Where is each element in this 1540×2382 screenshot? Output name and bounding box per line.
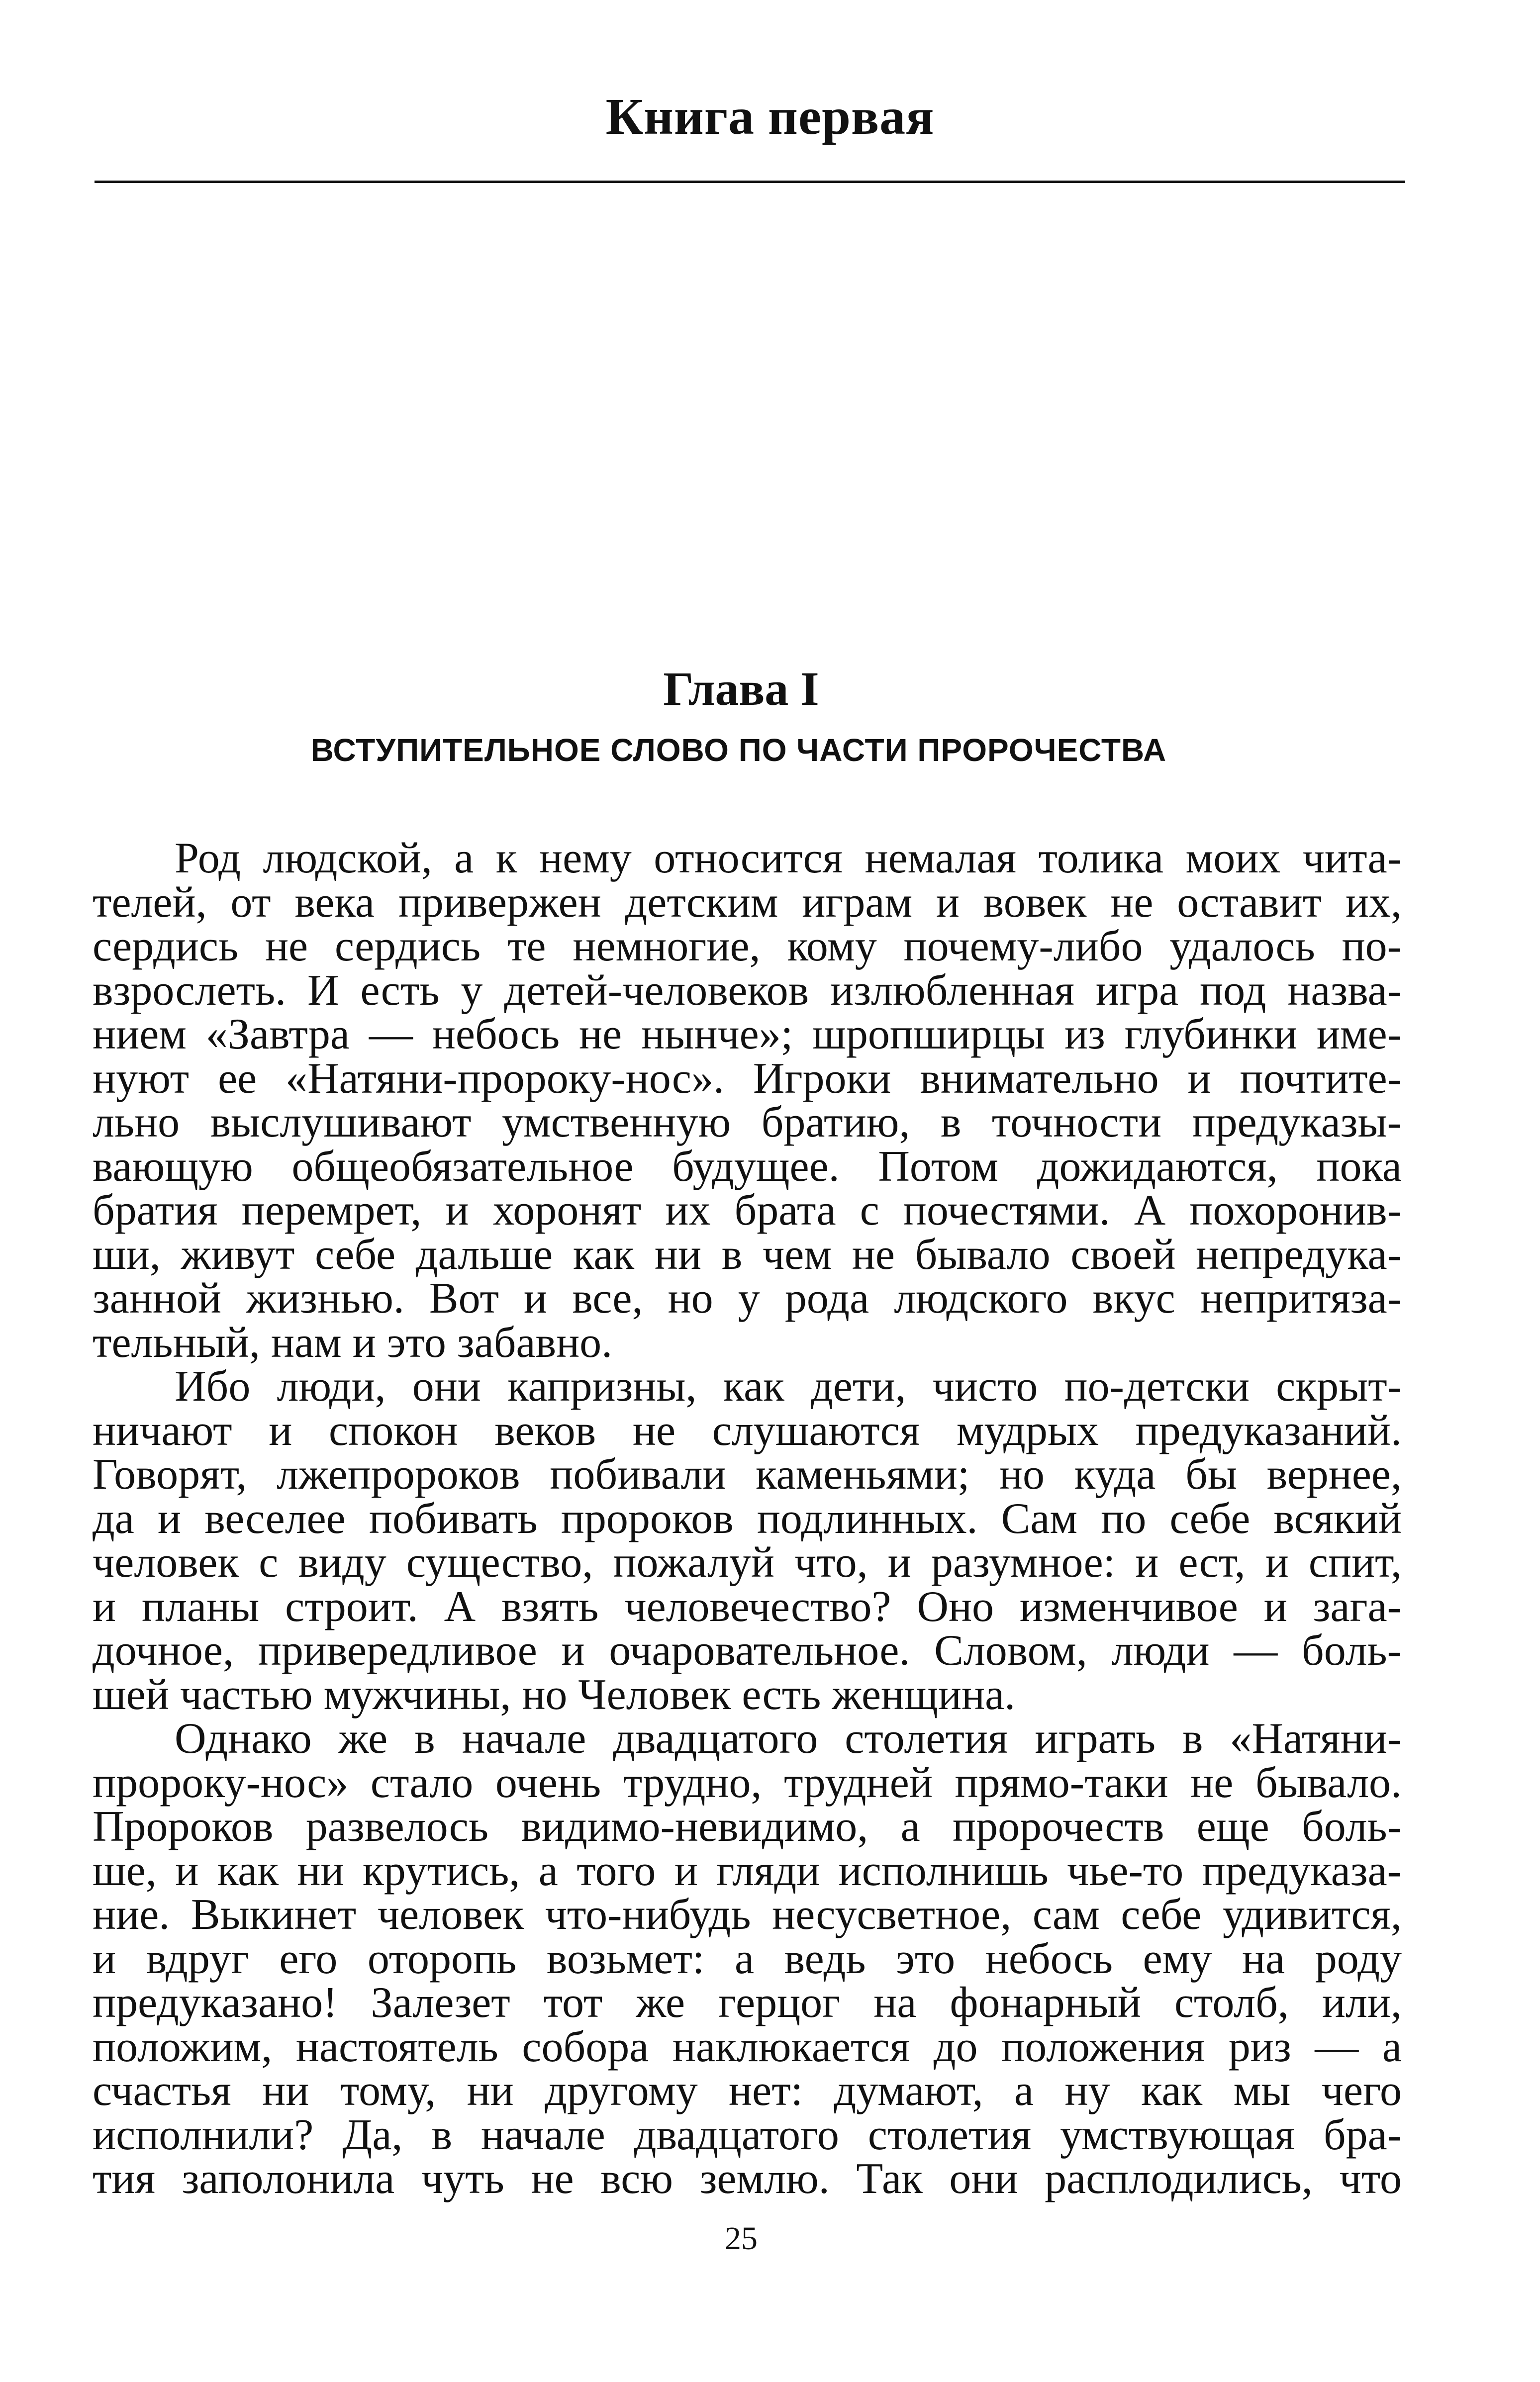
text-line: шей частью мужчины, но Человек есть женщина. (93, 1670, 1016, 1719)
text-line: пророку-нос» стало очень трудно, трудней прямо-таки не бывало. (93, 1758, 1402, 1807)
running-head: Книга первая (605, 88, 935, 145)
text-line: ши, живут себе дальше как ни в чем не бывало своей непредука- (93, 1230, 1402, 1279)
text-line: и вдруг его оторопь возьмет: а ведь это небось ему на роду (93, 1934, 1402, 1983)
text-line: занной жизнью. Вот и все, но у рода людского вкус непритяза- (93, 1274, 1402, 1323)
text-line: исполнили? Да, в начале двадцатого столетия умствующая бра- (93, 2110, 1402, 2159)
text-line: нуют ее «Натяни-пророку-нос». Игроки внимательно и почтите- (93, 1054, 1402, 1103)
text-line: льно выслушивают умственную братию, в точности предуказы- (93, 1098, 1402, 1146)
text-line: телей, от века привержен детским играм и вовек не оставит их, (93, 878, 1402, 927)
text-line: Пророков развелось видимо-невидимо, а пророчеств еще боль- (93, 1803, 1402, 1851)
text-line: да и веселее побивать пророков подлинных. Сам по себе всякий (93, 1494, 1402, 1543)
text-line: Однако же в начале двадцатого столетия играть в «Натяни- (175, 1715, 1402, 1763)
text-line: тельный, нам и это забавно. (93, 1318, 613, 1367)
text-line: счастья ни тому, ни другому нет: думают, а ну как мы чего (93, 2067, 1402, 2115)
text-line: взрослеть. И есть у детей-человеков излюбленная игра под назва- (93, 966, 1402, 1015)
body-text (93, 834, 1402, 2203)
text-line: Род людской, а к нему относится немалая толика моих чита- (175, 834, 1402, 882)
text-line: Говорят, лжепророков побивали каменьями; но куда бы вернее, (93, 1450, 1402, 1499)
chapter-subtitle: ВСТУПИТЕЛЬНОЕ СЛОВО ПО ЧАСТИ ПРОРОЧЕСТВА (310, 732, 1167, 768)
text-line: тия заполонила чуть не всю землю. Так они расплодились, что (93, 2155, 1402, 2203)
text-line: нием «Завтра — небось не нынче»; шропширцы из глубинки име- (93, 1010, 1402, 1058)
text-line: человек с виду существо, пожалуй что, и разумное: и ест, и спит, (93, 1538, 1402, 1587)
text-line: положим, настоятель собора наклюкается до положения риз — а (93, 2022, 1402, 2071)
page-number: 25 (725, 2220, 758, 2257)
text-line: братия перемрет, и хоронят их брата с почестями. А похоронив- (93, 1186, 1402, 1235)
chapter-title: Глава I (663, 662, 819, 715)
text-line: дочное, привередливое и очаровательное. Словом, люди — боль- (93, 1626, 1402, 1675)
text-line: предуказано! Залезет тот же герцог на фонарный столб, или, (93, 1979, 1402, 2027)
text-line: ние. Выкинет человек что-нибудь несусветное, сам себе удивится, (93, 1891, 1402, 1939)
text-line: Ибо люди, они капризны, как дети, чисто по-детски скрыт- (175, 1362, 1402, 1411)
text-line: сердись не сердись те немногие, кому почему-либо удалось по- (93, 922, 1402, 970)
text-line: и планы строит. А взять человечество? Оно изменчивое и зага- (93, 1582, 1402, 1631)
text-line: ничают и спокон веков не слушаются мудрых предуказаний. (93, 1406, 1402, 1455)
text-line: ше, и как ни крутись, а того и гляди исполнишь чье-то предуказа- (93, 1846, 1402, 1895)
text-line: вающую общеобязательное будущее. Потом дожидаются, пока (93, 1142, 1402, 1191)
header-rule (95, 181, 1405, 183)
